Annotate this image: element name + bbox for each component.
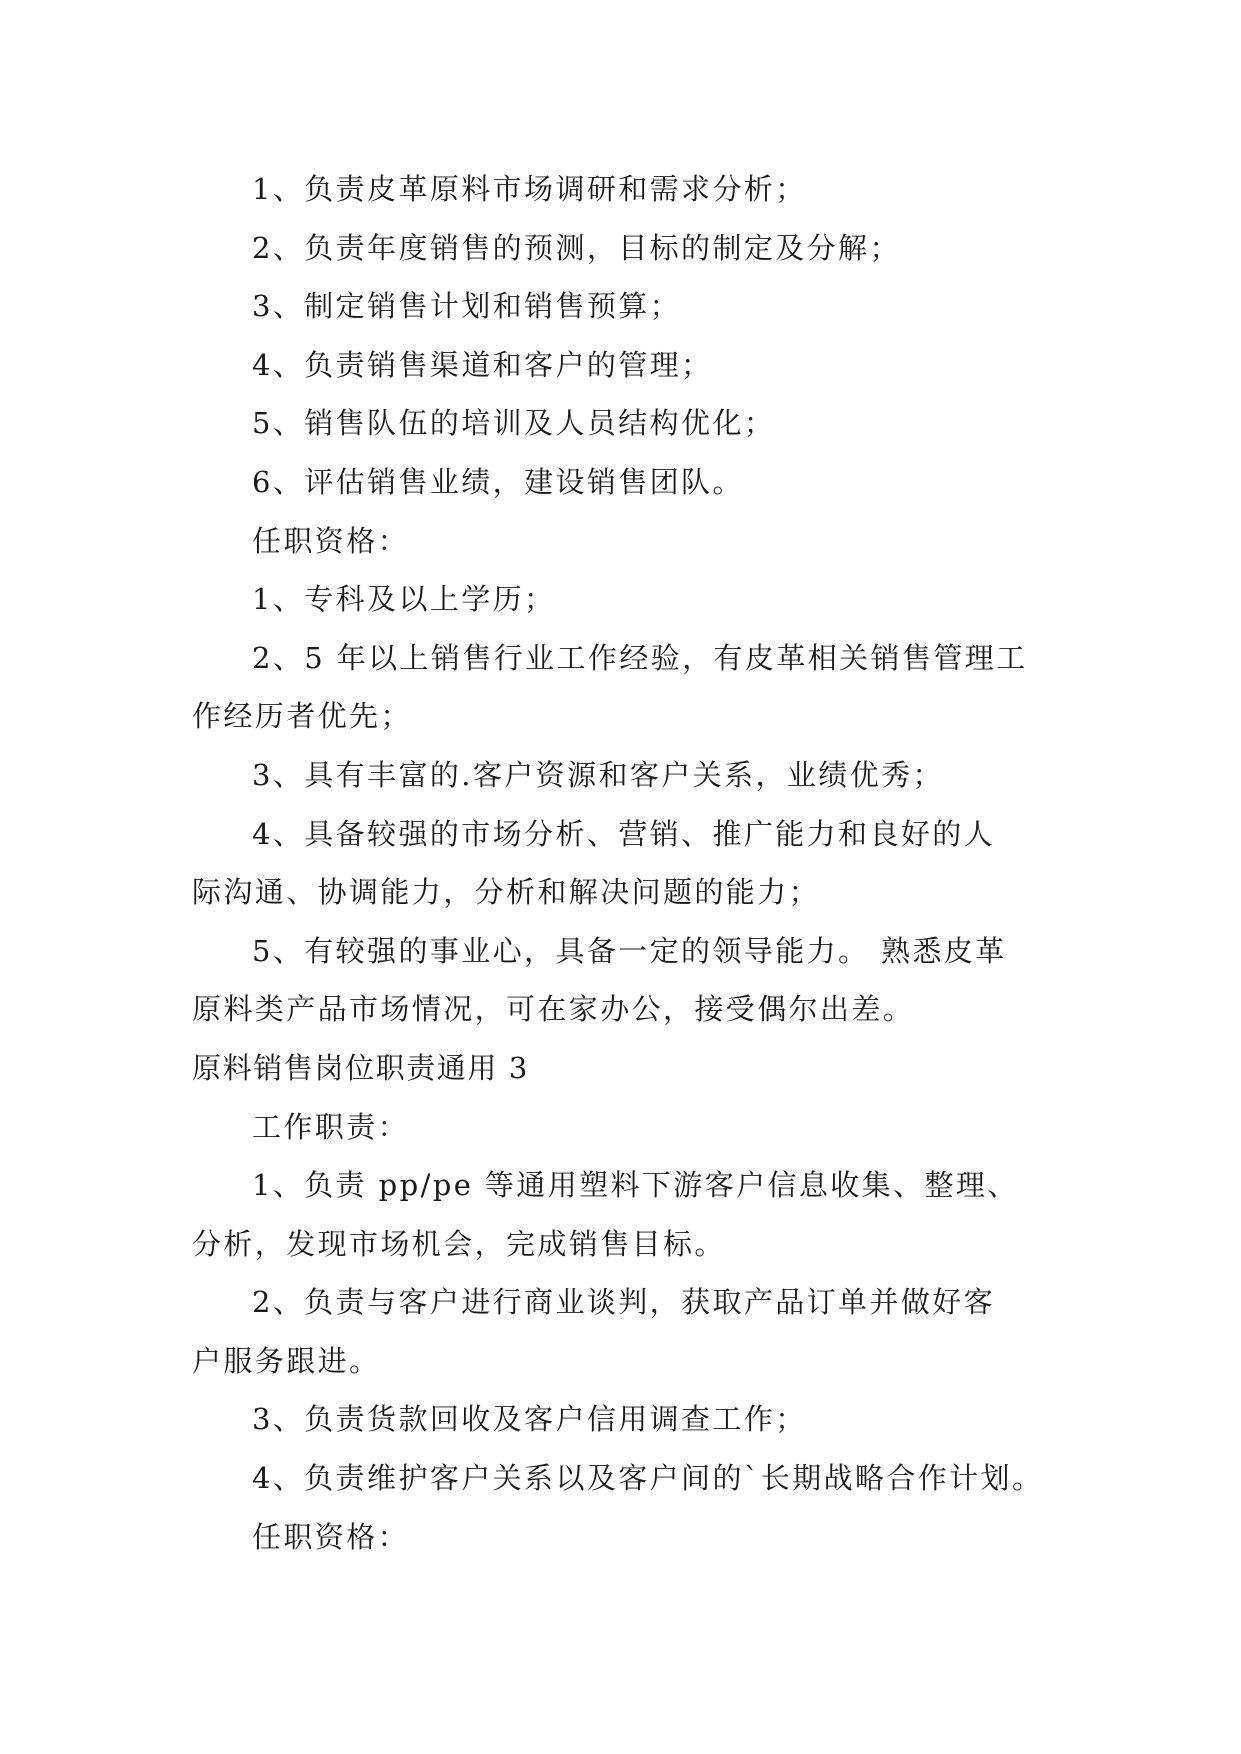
job-duty-item-4: 4、负责维护客户关系以及客户间的`长期战略合作计划。 — [252, 1461, 1044, 1496]
qualification-item-4: 4、具备较强的市场分析、营销、推广能力和良好的人 — [252, 816, 996, 851]
duty-item-4: 4、负责销售渠道和客户的管理； — [252, 347, 713, 382]
qualification-item-3: 3、具有丰富的.客户资源和客户关系，业绩优秀； — [252, 757, 944, 792]
section-title: 原料销售岗位职责通用 3 — [192, 1050, 529, 1085]
qualifications-heading: 任职资格： — [252, 523, 410, 558]
qualification-item-2-cont: 作经历者优先； — [192, 699, 412, 734]
duty-item-6: 6、评估销售业绩，建设销售团队。 — [252, 464, 744, 499]
job-duties-heading: 工作职责： — [252, 1109, 410, 1144]
qualification-item-5-cont: 原料类产品市场情况，可在家办公，接受偶尔出差。 — [192, 992, 915, 1027]
duty-item-1: 1、负责皮革原料市场调研和需求分析； — [252, 172, 807, 206]
job-duty-item-1: 1、负责 pp/pe 等通用塑料下游客户信息收集、整理、 — [252, 1168, 1019, 1203]
qualification-item-1: 1、专科及以上学历； — [252, 582, 556, 617]
job-duty-item-2-cont: 户服务跟进。 — [192, 1343, 381, 1378]
job-duty-item-1-cont: 分析，发现市场机会，完成销售目标。 — [192, 1226, 726, 1261]
job-duty-item-3: 3、负责货款回收及客户信用调查工作； — [252, 1402, 807, 1437]
qualification-item-4-cont: 际沟通、协调能力，分析和解决问题的能力； — [192, 875, 821, 910]
qualifications-heading-2: 任职资格： — [252, 1519, 410, 1554]
qualification-item-5: 5、有较强的事业心，具备一定的领导能力。 熟悉皮革 — [252, 933, 1007, 968]
document-body — [192, 160, 1052, 1566]
duty-item-5: 5、销售队伍的培训及人员结构优化； — [252, 406, 776, 441]
duty-item-2: 2、负责年度销售的预测，目标的制定及分解； — [252, 230, 901, 265]
job-duty-item-2: 2、负责与客户进行商业谈判，获取产品订单并做好客 — [252, 1285, 996, 1320]
qualification-item-2: 2、5 年以上销售行业工作经验，有皮革相关销售管理工 — [252, 640, 1028, 675]
duty-item-3: 3、制定销售计划和销售预算； — [252, 289, 682, 324]
